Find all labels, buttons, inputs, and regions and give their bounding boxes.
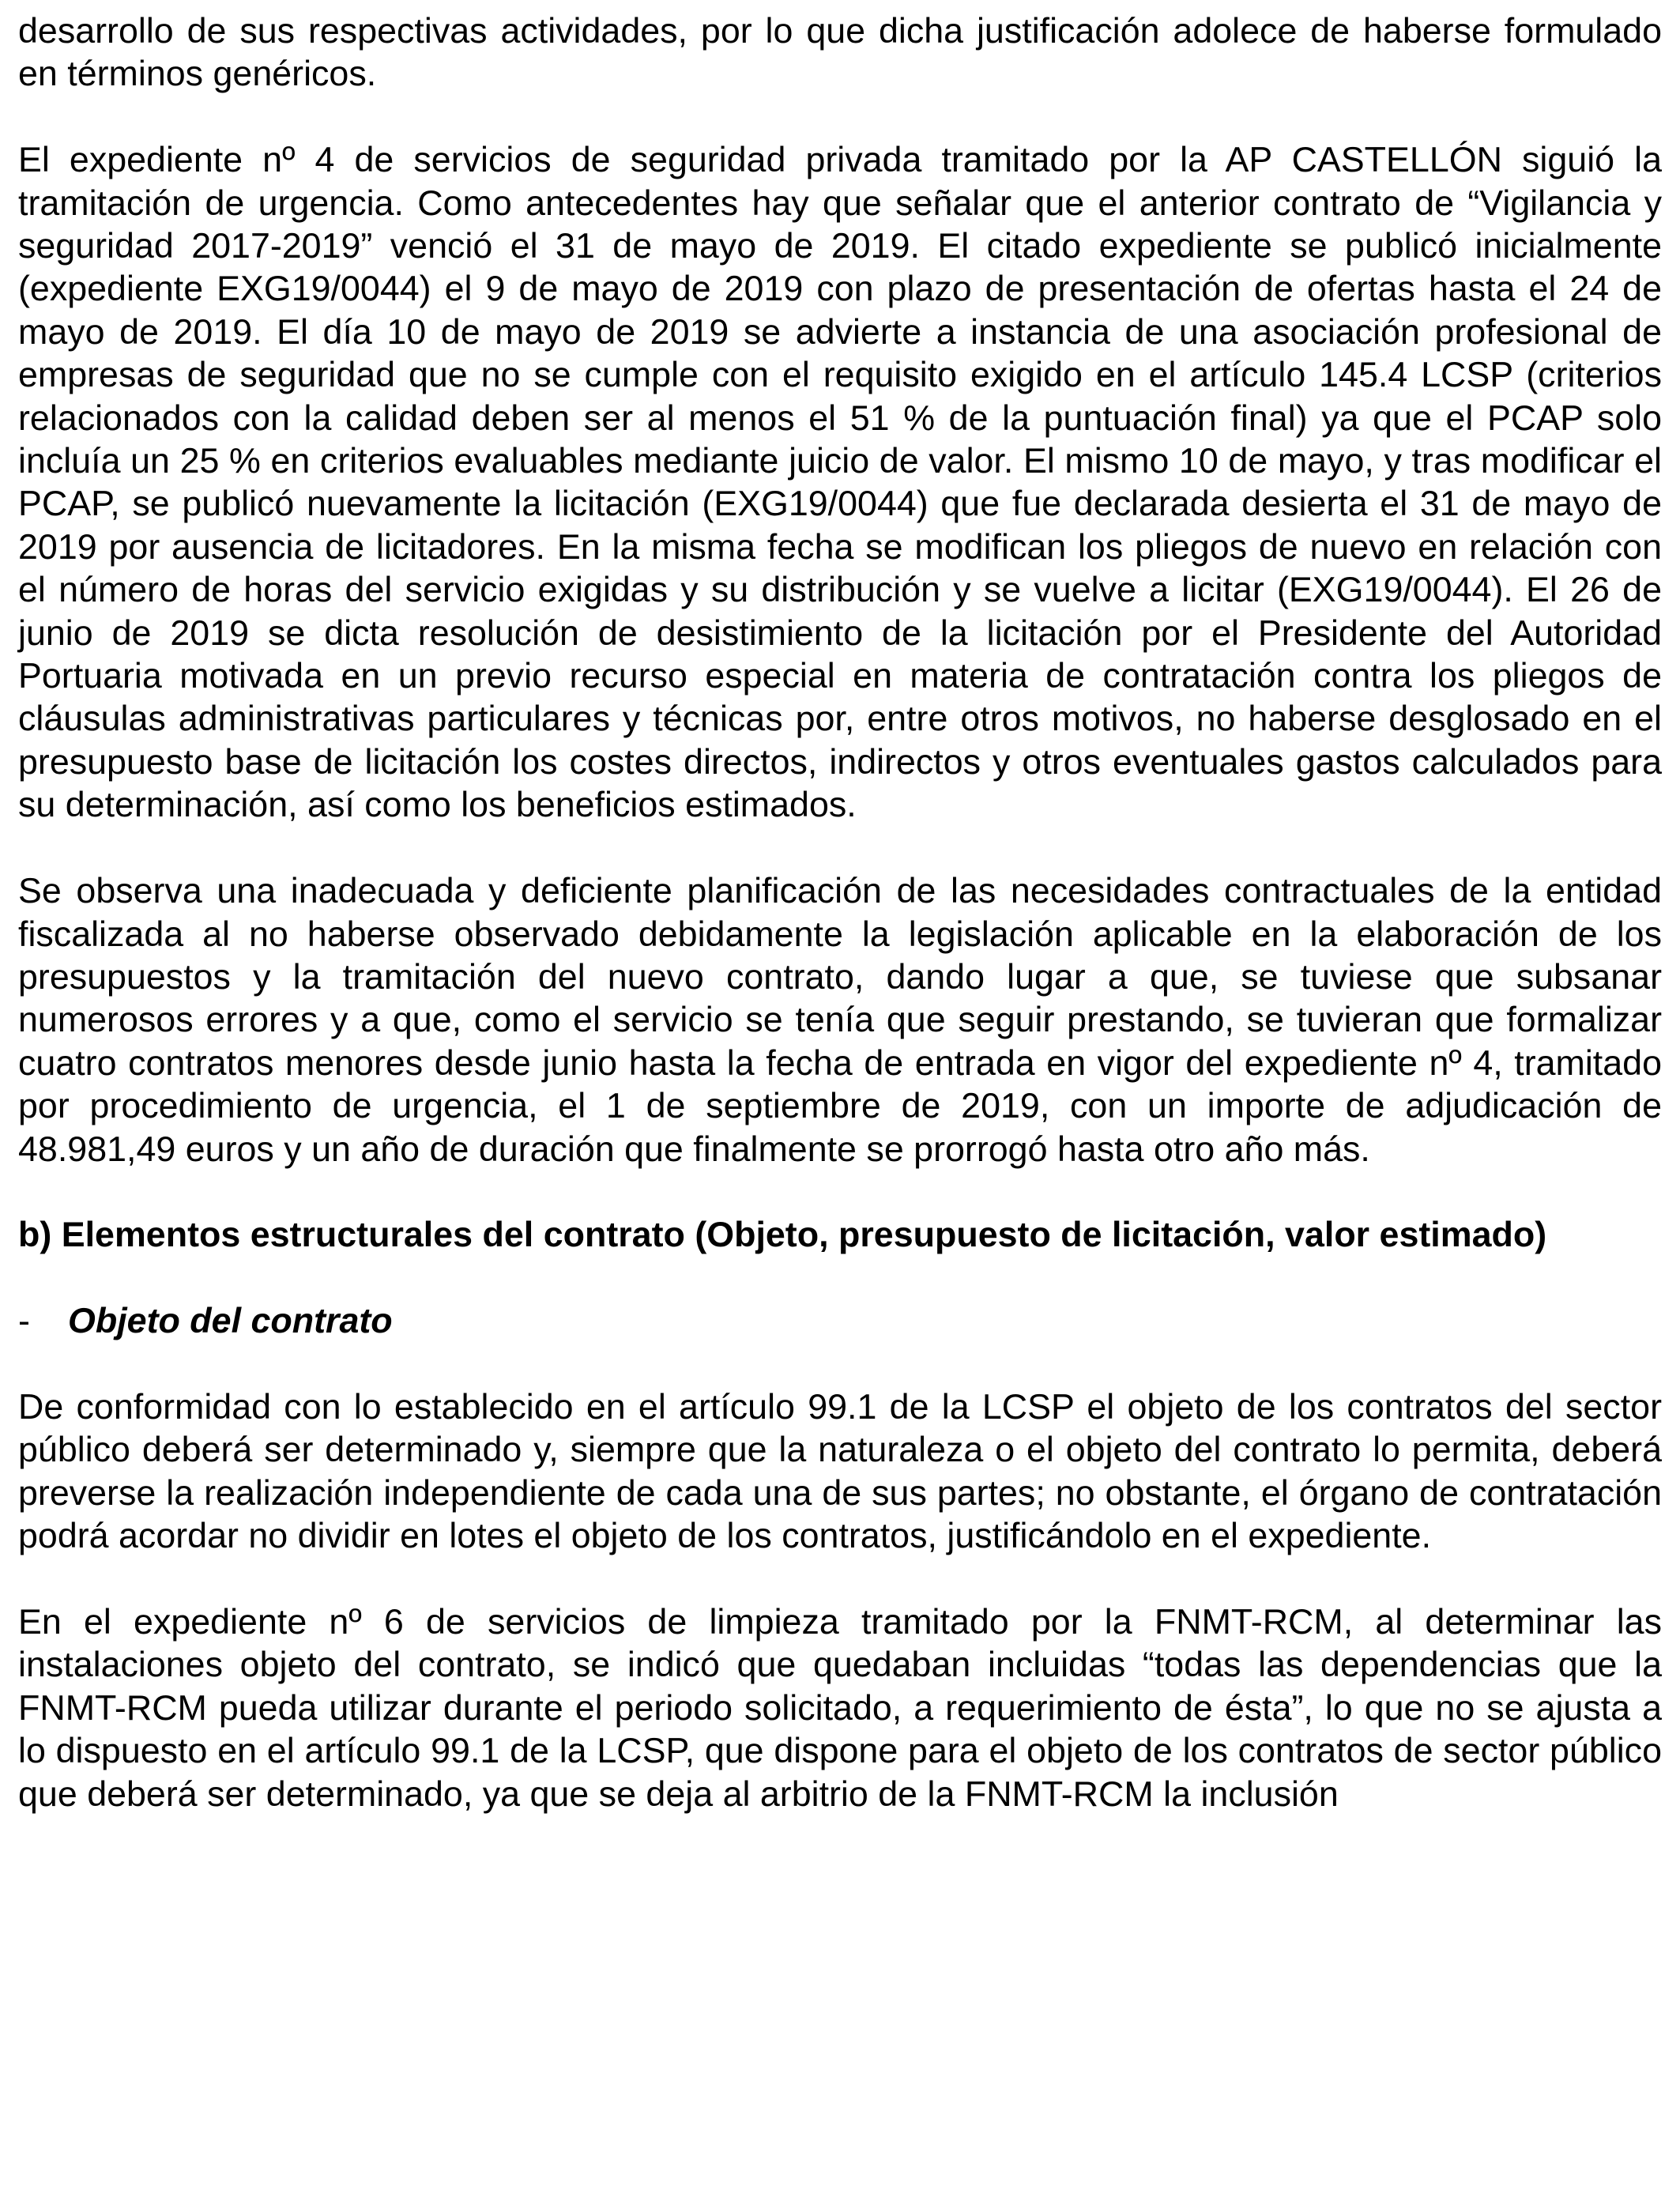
paragraph-expediente-4: El expediente nº 4 de servicios de seguridad privada tramitado por la AP CASTELLÓN siguió la tramitación de urgencia. Como antecedentes hay que señalar que el anterior contrato de “Vigilancia y seguridad 2017-2019” venció el 31 de mayo de 2019. El citado expediente se publicó inicialmente (expediente EXG19/0044) el 9 de mayo de 2019 con plazo de presentación de ofertas hasta el 24 de mayo de 2019. El día 10 de mayo de 2019 se advierte a instancia de una asociación profesional de empresas de seguridad que no se cumple con el requisito exigido en el artículo 145.4 LCSP (criterios relacionados con la calidad deben ser al menos el 51 % de la puntuación final) ya que el PCAP solo incluía un 25 % en criterios evaluables mediante juicio de valor. El mismo 10 de mayo, y tras modificar el PCAP, se publicó nuevamente la licitación (EXG19/0044) que fue declarada desierta el 31 de mayo de 2019 por ausencia de licitadores. En la misma fecha se modifican los pliegos de nuevo en relación con el número de horas del servicio exigidas y su distribución y se vuelve a licitar (EXG19/0044). El 26 de junio de 2019 se dicta resolución de desistimiento de la licitación por el Presidente del Autoridad Portuaria motivada en un previo recurso especial en materia de contratación contra los pliegos de cláusulas administrativas particulares y técnicas por, entre otros motivos, no haberse desglosado en el presupuesto base de licitación los costes directos, indirectos y otros eventuales gastos calculados para su determinación, así como los beneficios estimados. bbox=[18, 140, 1662, 825]
paragraph-spacer bbox=[18, 1257, 1662, 1299]
subsection-heading bbox=[18, 1299, 1662, 1342]
paragraph-articulo-99: De conformidad con lo establecido en el artículo 99.1 de la LCSP el objeto de los contratos del sector público deberá ser determinado y, siempre que la naturaleza o el objeto del contrato lo permita, deberá preverse la realización independiente de cada una de sus partes; no obstante, el órgano de contratación podrá acordar no dividir en lotes el objeto de los contratos, justificándolo en el expediente. bbox=[18, 1386, 1662, 1556]
section-heading: b) Elementos estructurales del contrato (Objeto, presupuesto de licitación, valor estimado) bbox=[18, 1215, 1547, 1255]
paragraph-spacer bbox=[18, 1171, 1662, 1213]
paragraph-planificacion: Se observa una inadecuada y deficiente planificación de las necesidades contractuales de la entidad fiscalizada al no haberse observado debidamente la legislación aplicable en la elaboración de los presupuestos y la tramitación del nuevo contrato, dando lugar a que, se tuviese que subsanar numerosos errores y a que, como el servicio se tenía que seguir prestando, se tuvieran que formalizar cuatro contratos menores desde junio hasta la fecha de entrada en vigor del expediente nº 4, tramitado por procedimiento de urgencia, el 1 de septiembre de 2019, con un importe de adjudicación de 48.981,49 euros y un año de duración que finalmente se prorrogó hasta otro año más. bbox=[18, 871, 1662, 1169]
paragraph-justification-end: desarrollo de sus respectivas actividades, por lo que dicha justificación adolece de haberse formulado en términos genéricos. bbox=[18, 11, 1662, 94]
paragraph-spacer bbox=[18, 1343, 1662, 1385]
paragraph-spacer bbox=[18, 96, 1662, 138]
document-page bbox=[18, 9, 1662, 1815]
subsection-title: Objeto del contrato bbox=[68, 1301, 393, 1341]
paragraph-spacer bbox=[18, 1558, 1662, 1600]
paragraph-expediente-6: En el expediente nº 6 de servicios de limpieza tramitado por la FNMT-RCM, al determinar las instalaciones objeto del contrato, se indicó que quedaban incluidas “todas las dependencias que la FNMT-RCM pueda utilizar durante el periodo solicitado, a requerimiento de ésta”, lo que no se ajusta a lo dispuesto en el artículo 99.1 de la LCSP, que dispone para el objeto de los contratos de sector público que deberá ser determinado, ya que se deja al arbitrio de la FNMT-RCM la inclusión bbox=[18, 1601, 1662, 1814]
paragraph-spacer bbox=[18, 827, 1662, 869]
list-dash: - bbox=[18, 1301, 30, 1341]
